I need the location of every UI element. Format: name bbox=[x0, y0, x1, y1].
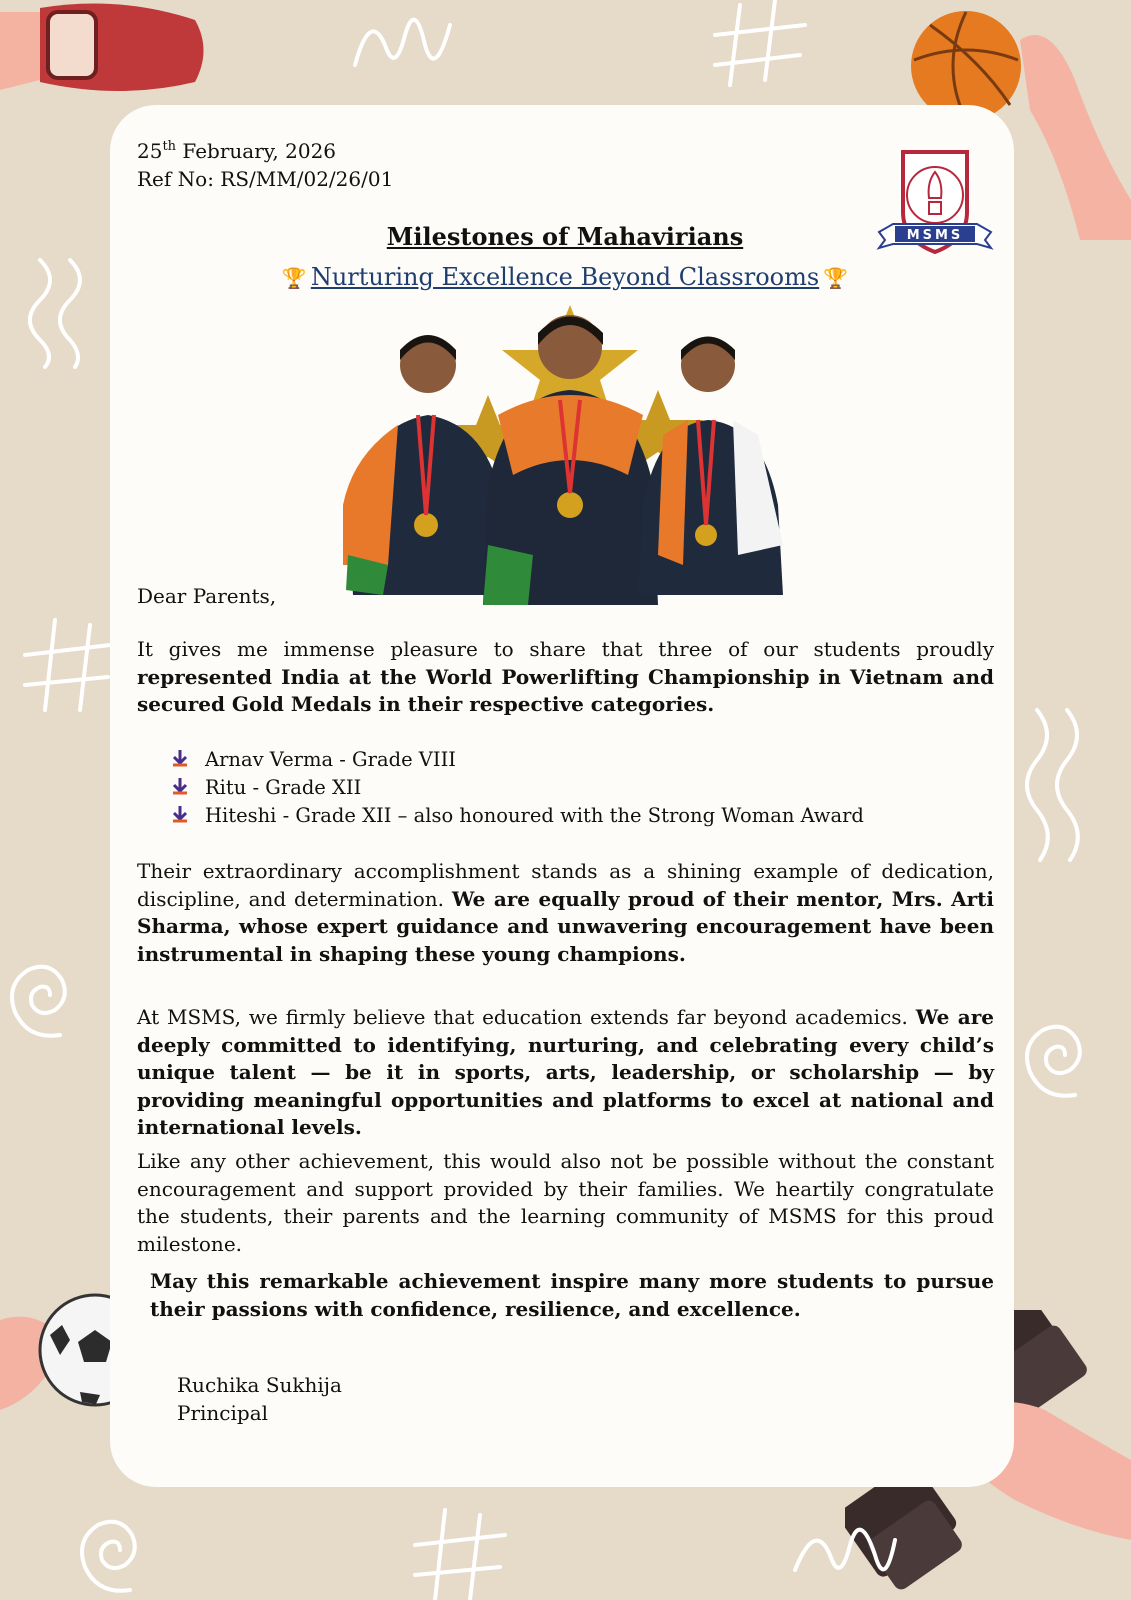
trophy-icon: 🏆 bbox=[281, 266, 307, 290]
spiral-doodle-bottom bbox=[65, 1495, 165, 1600]
arrow-bullet-icon bbox=[170, 776, 190, 796]
gratitude-paragraph: Like any other achievement, this would also not be possible without the constant encouragement and support provided by their families. We heartily congratulate the students, their parents and the learning community of MSMS for this proud milestone. bbox=[137, 1149, 994, 1256]
letter-title: Milestones of Mahavirians bbox=[386, 222, 744, 251]
spiral-doodle-left bbox=[0, 940, 80, 1050]
hash-doodle-left bbox=[20, 615, 115, 715]
student-list bbox=[170, 746, 864, 830]
letter-subtitle: 🏆 Nurturing Excellence Beyond Classrooms 🏆 bbox=[281, 263, 849, 291]
signatory-title: Principal bbox=[177, 1401, 269, 1425]
letter-date: 25th February, 2026 bbox=[137, 139, 337, 163]
arrow-bullet-icon bbox=[170, 804, 190, 824]
loop-doodle-bottom bbox=[790, 1510, 900, 1600]
school-crest-logo bbox=[873, 140, 997, 270]
boxing-glove-illustration bbox=[0, 0, 215, 115]
hash-doodle-top bbox=[710, 0, 810, 90]
squiggle-doodle-right bbox=[1022, 705, 1092, 865]
spiral-doodle-right bbox=[1020, 1000, 1110, 1110]
mentor-paragraph: Their extraordinary accomplishment stands as a shining example of dedication, discipline, and determination. We are equally proud of their mentor, Mrs. Arti Sharma, whose expert guidance and unwavering encouragement have been instrumental in shaping these young champions. bbox=[137, 859, 994, 966]
arrow-bullet-icon bbox=[170, 748, 190, 768]
intro-paragraph: It gives me immense pleasure to share that three of our students proudly represented India at the World Powerlifting Championship in Vietnam and secured Gold Medals in their respective categories. bbox=[137, 637, 994, 716]
trophy-icon: 🏆 bbox=[823, 266, 849, 290]
philosophy-paragraph: At MSMS, we firmly believe that education extends far beyond academics. We are deeply committed to identifying, nurturing, and celebrating every child’s unique talent — be it in sports, arts, leadership, or scholarship — by providing meaningful opportunities and platforms to excel at national and international levels. bbox=[137, 1005, 994, 1139]
salutation: Dear Parents, bbox=[137, 584, 277, 608]
squiggle-doodle-left bbox=[25, 255, 95, 370]
signatory-name: Ruchika Sukhija bbox=[177, 1373, 342, 1397]
svg-text:MSMS: MSMS bbox=[906, 228, 964, 243]
list-item: Ritu - Grade XII bbox=[170, 774, 864, 802]
doodle-loops-top bbox=[350, 5, 460, 85]
list-item: Hiteshi - Grade XII – also honoured with the Strong Woman Award bbox=[170, 802, 864, 830]
list-item: Arnav Verma - Grade VIII bbox=[170, 746, 864, 774]
students-medal-photo bbox=[338, 305, 803, 615]
hash-doodle-bottom bbox=[410, 1505, 510, 1600]
closing-note: May this remarkable achievement inspire many more students to pursue their passions with confidence, resilience, and excellence. bbox=[150, 1269, 994, 1321]
reference-number: Ref No: RS/MM/02/26/01 bbox=[137, 167, 394, 191]
